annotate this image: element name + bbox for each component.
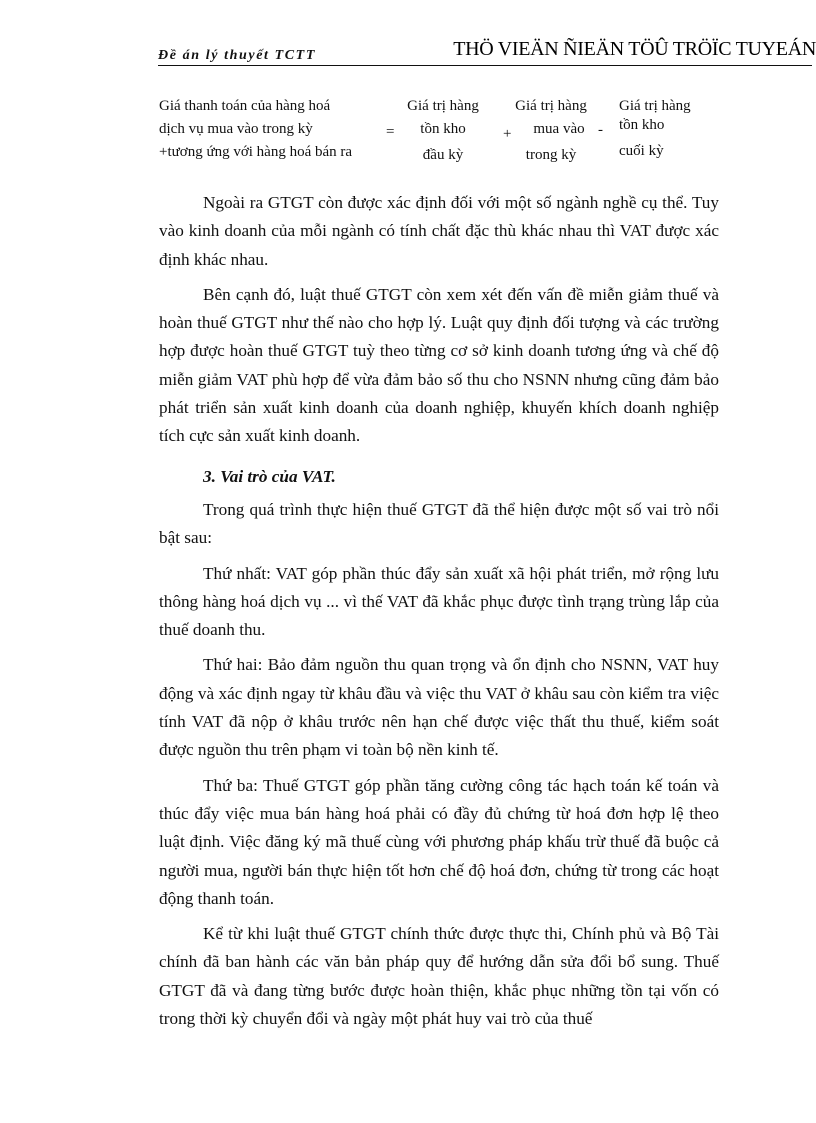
header-library-banner: THÖ VIEÄN ÑIEÄN TÖÛ TRÖÏC TUYEÁN bbox=[453, 38, 816, 60]
paragraph: Kể từ khi luật thuế GTGT chính thức được thực thi, Chính phủ và Bộ Tài chính đã ban hành các văn bản pháp quy để hướng dẫn sửa đổi bổ sung. Thuế GTGT đã và đang từng bước được hoàn thiện, khắc phục những tồn tại vốn có trong thời kỳ chuyển đổi và ngày một phát huy vai trò của thuế bbox=[159, 924, 719, 1029]
formula-plus: + bbox=[503, 126, 512, 142]
section-heading: 3. Vai trò của VAT. bbox=[203, 466, 336, 486]
formula-lhs-line: dịch vụ mua vào trong kỳ bbox=[159, 121, 313, 137]
header-document-title: Đề án lý thuyết TCTT bbox=[158, 48, 316, 63]
paragraph: Thứ nhất: VAT góp phần thúc đẩy sản xuất xã hội phát triển, mở rộng lưu thông hàng hoá dịch vụ ... vì thế VAT đã khắc phục được tình trạng trùng lắp của thuế doanh thu. bbox=[159, 563, 719, 640]
paragraph: Trong quá trình thực hiện thuế GTGT đã thể hiện được một số vai trò nổi bật sau: bbox=[159, 499, 719, 548]
formula-lhs-line: Giá thanh toán của hàng hoá bbox=[159, 98, 331, 114]
paragraph: Ngoài ra GTGT còn được xác định đối với một số ngành nghề cụ thể. Tuy vào kinh doanh của mỗi ngành có tính chất đặc thù khác nhau thì VAT được xác định khác nhau. bbox=[159, 193, 719, 269]
vat-formula bbox=[0, 95, 816, 175]
formula-term-line: đầu kỳ bbox=[422, 147, 464, 163]
formula-term-line: Giá trị hàng bbox=[515, 98, 587, 114]
header-divider bbox=[158, 65, 812, 66]
formula-term-line: mua vào bbox=[533, 121, 585, 137]
formula-term-opening-stock bbox=[398, 95, 488, 167]
paragraph: Thứ hai: Bảo đảm nguồn thu quan trọng và ổn định cho NSNN, VAT huy động và xác định ngay từ khâu đầu và việc thu VAT ở khâu sau còn kiểm tra việc tính VAT đã nộp ở khâu trước nên hạn chế được việc thất thu thuế, kiểm soát được nguồn thu trên phạm vi toàn bộ nền kinh tế. bbox=[159, 655, 719, 760]
paragraph: Thứ ba: Thuế GTGT góp phần tăng cường công tác hạch toán kế toán và thúc đẩy việc mua bán hàng hoá phải có đầy đủ chứng từ hoá đơn hợp lệ theo luật định. Việc đăng ký mã thuế cùng với phương pháp khấu trừ thuế đã buộc cả người mua, người bán thực hiện tốt hơn chế độ hoá đơn, chứng từ trong các hoạt động thanh toán. bbox=[159, 775, 719, 908]
formula-lhs bbox=[159, 95, 352, 164]
formula-minus: - bbox=[598, 122, 603, 138]
formula-lhs-line: +tương ứng với hàng hoá bán ra bbox=[159, 144, 353, 160]
formula-term-line: tồn kho bbox=[619, 117, 665, 133]
formula-equals: = bbox=[386, 124, 395, 140]
formula-term-line: trong kỳ bbox=[525, 147, 577, 163]
formula-term-line: tồn kho bbox=[420, 121, 466, 137]
paragraph: Bên cạnh đó, luật thuế GTGT còn xem xét đến vấn đề miễn giảm thuế và hoàn thuế GTGT như thế nào cho hợp lý. Luật quy định đối tượng và các trường hợp được hoàn thuế GTGT tuỳ theo từng cơ sở kinh doanh tương ứng và chế độ miễn giảm VAT phù hợp để vừa đảm bảo số thu cho NSNN nhưng cũng đảm bảo phát triển sản xuất kinh doanh của doanh nghiệp, khuyến khích doanh nghiệp tích cực sản xuất kinh doanh. bbox=[159, 284, 719, 446]
formula-term-line: cuối kỳ bbox=[619, 143, 664, 159]
formula-term-purchases bbox=[505, 95, 597, 167]
document-body bbox=[159, 189, 719, 1040]
formula-term-line: Giá trị hàng bbox=[407, 98, 479, 114]
formula-term-line: Giá trị hàng bbox=[619, 98, 691, 114]
formula-term-closing-stock bbox=[619, 95, 691, 163]
